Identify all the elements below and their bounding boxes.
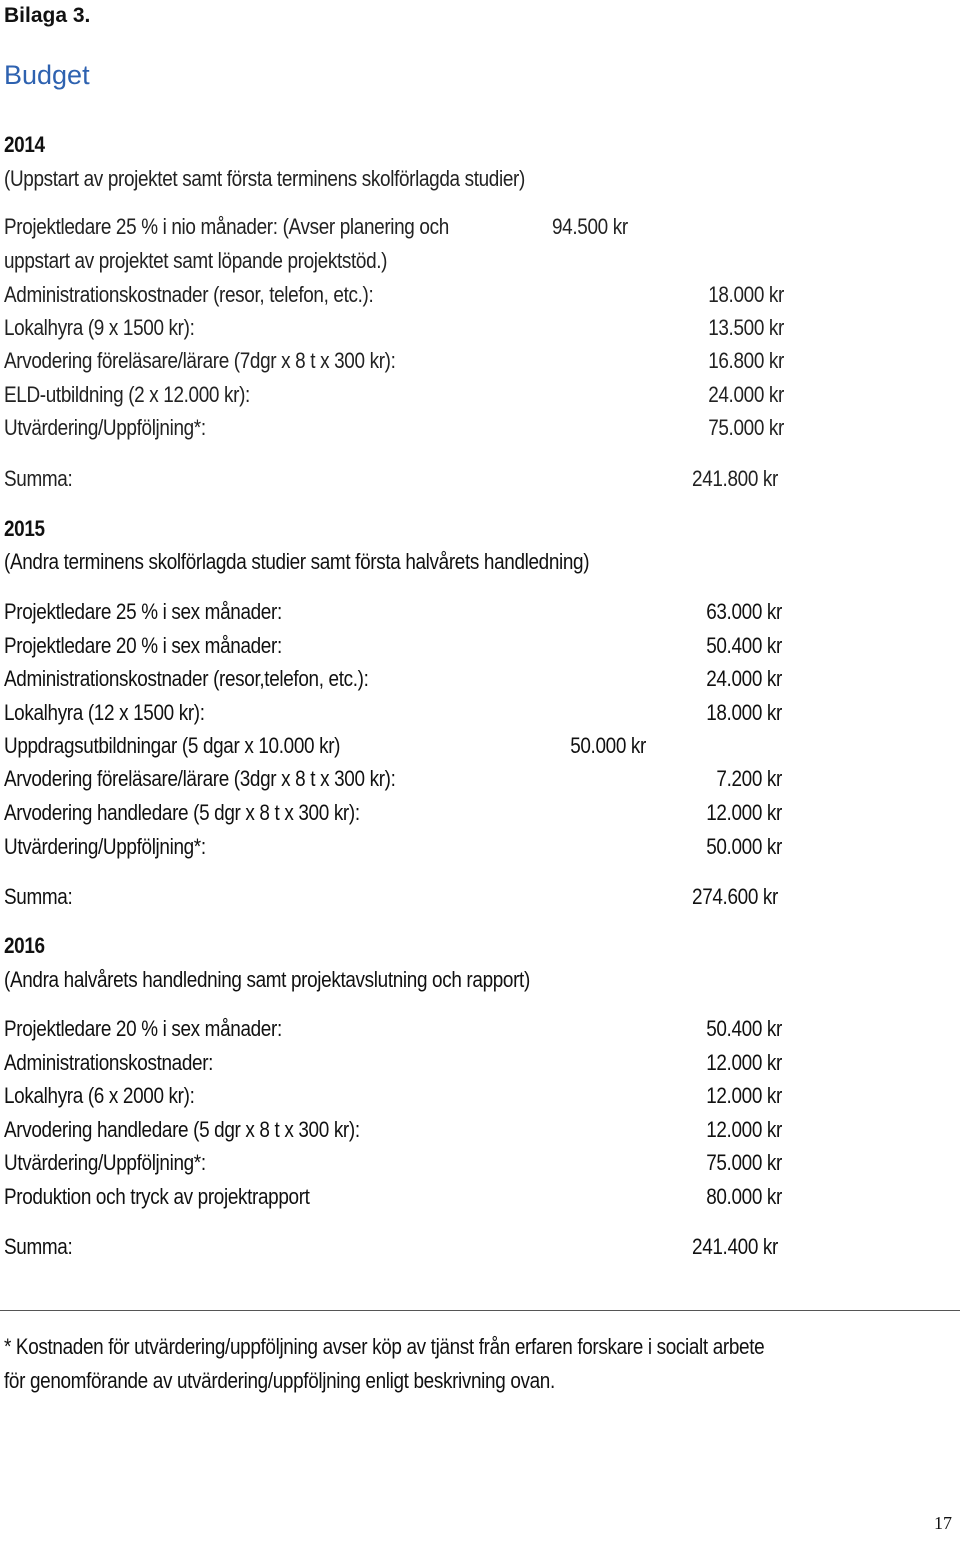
y2016-sum-amount: 241.400 kr — [692, 1234, 778, 1259]
y2015-row-amount: 12.000 kr — [706, 800, 782, 825]
y2014-row-amount: 13.500 kr — [708, 315, 784, 340]
y2015-row-amount: 50.400 kr — [706, 633, 782, 658]
y2014-row-amount: 16.800 kr — [708, 348, 784, 373]
y2015-row-label: Projektledare 20 % i sex månader: — [4, 633, 282, 658]
y2014-row-amount: 18.000 kr — [708, 282, 784, 307]
footnote-line-1: * Kostnaden för utvärdering/uppföljning avser köp av tjänst från erfaren forskare i socialt arbete — [4, 1334, 765, 1359]
year-2014-title: 2014 — [4, 132, 45, 157]
year-2015-description: (Andra terminens skolförlagda studier samt första halvårets handledning) — [4, 549, 590, 574]
y2014-first-line-cont: uppstart av projektet samt löpande projektstöd.) — [4, 248, 388, 273]
year-2016-title: 2016 — [4, 933, 45, 958]
y2015-row-label: Lokalhyra (12 x 1500 kr): — [4, 700, 205, 725]
y2015-mid-amount: 50.000 kr — [570, 733, 646, 758]
y2014-first-amount: 94.500 kr — [552, 214, 628, 239]
y2016-row-amount: 50.400 kr — [706, 1016, 782, 1041]
y2015-row-label: Arvodering föreläsare/lärare (3dgr x 8 t x 300 kr): — [4, 766, 396, 791]
attachment-label: Bilaga 3. — [4, 4, 91, 27]
y2014-sum-label: Summa: — [4, 466, 73, 491]
y2016-row-label: Produktion och tryck av projektrapport — [4, 1184, 310, 1209]
y2014-row-amount: 75.000 kr — [708, 415, 784, 440]
y2016-row-amount: 12.000 kr — [706, 1117, 782, 1142]
footnote-line-2: för genomförande av utvärdering/uppföljning enligt beskrivning ovan. — [4, 1368, 555, 1393]
page-number: 17 — [934, 1513, 952, 1533]
page-heading: Budget — [4, 60, 90, 90]
y2016-row-amount: 75.000 kr — [706, 1150, 782, 1175]
footnote-divider — [0, 1310, 960, 1311]
y2015-row-label: Administrationskostnader (resor,telefon, etc.): — [4, 666, 369, 691]
year-2016-description: (Andra halvårets handledning samt projektavslutning och rapport) — [4, 967, 530, 992]
y2014-row-label: ELD-utbildning (2 x 12.000 kr): — [4, 382, 250, 407]
year-2015-title: 2015 — [4, 516, 45, 541]
y2016-row-label: Administrationskostnader: — [4, 1050, 214, 1075]
y2016-row-label: Lokalhyra (6 x 2000 kr): — [4, 1083, 195, 1108]
y2015-row-label: Utvärdering/Uppföljning*: — [4, 834, 206, 859]
y2016-row-label: Projektledare 20 % i sex månader: — [4, 1016, 282, 1041]
y2015-sum-label: Summa: — [4, 884, 73, 909]
y2015-mid-label: Uppdragsutbildningar (5 dgar x 10.000 kr) — [4, 733, 341, 758]
y2014-row-label: Arvodering föreläsare/lärare (7dgr x 8 t x 300 kr): — [4, 348, 396, 373]
y2016-sum-label: Summa: — [4, 1234, 73, 1259]
y2014-sum-amount: 241.800 kr — [692, 466, 778, 491]
y2015-sum-amount: 274.600 kr — [692, 884, 778, 909]
y2014-row-label: Administrationskostnader (resor, telefon, etc.): — [4, 282, 374, 307]
y2015-row-label: Arvodering handledare (5 dgr x 8 t x 300 kr): — [4, 800, 360, 825]
y2015-row-amount: 18.000 kr — [706, 700, 782, 725]
y2015-row-amount: 7.200 kr — [716, 766, 782, 791]
y2016-row-label: Utvärdering/Uppföljning*: — [4, 1150, 206, 1175]
y2014-row-amount: 24.000 kr — [708, 382, 784, 407]
y2016-row-label: Arvodering handledare (5 dgr x 8 t x 300 kr): — [4, 1117, 360, 1142]
y2014-first-line: Projektledare 25 % i nio månader: (Avser planering och — [4, 214, 449, 239]
y2015-row-amount: 63.000 kr — [706, 599, 782, 624]
y2015-row-amount: 50.000 kr — [706, 834, 782, 859]
y2016-row-amount: 12.000 kr — [706, 1083, 782, 1108]
y2015-row-amount: 24.000 kr — [706, 666, 782, 691]
year-2014-description: (Uppstart av projektet samt första terminens skolförlagda studier) — [4, 166, 525, 191]
y2014-row-label: Lokalhyra (9 x 1500 kr): — [4, 315, 195, 340]
y2016-row-amount: 80.000 kr — [706, 1184, 782, 1209]
y2014-row-label: Utvärdering/Uppföljning*: — [4, 415, 206, 440]
y2016-row-amount: 12.000 kr — [706, 1050, 782, 1075]
y2015-row-label: Projektledare 25 % i sex månader: — [4, 599, 282, 624]
